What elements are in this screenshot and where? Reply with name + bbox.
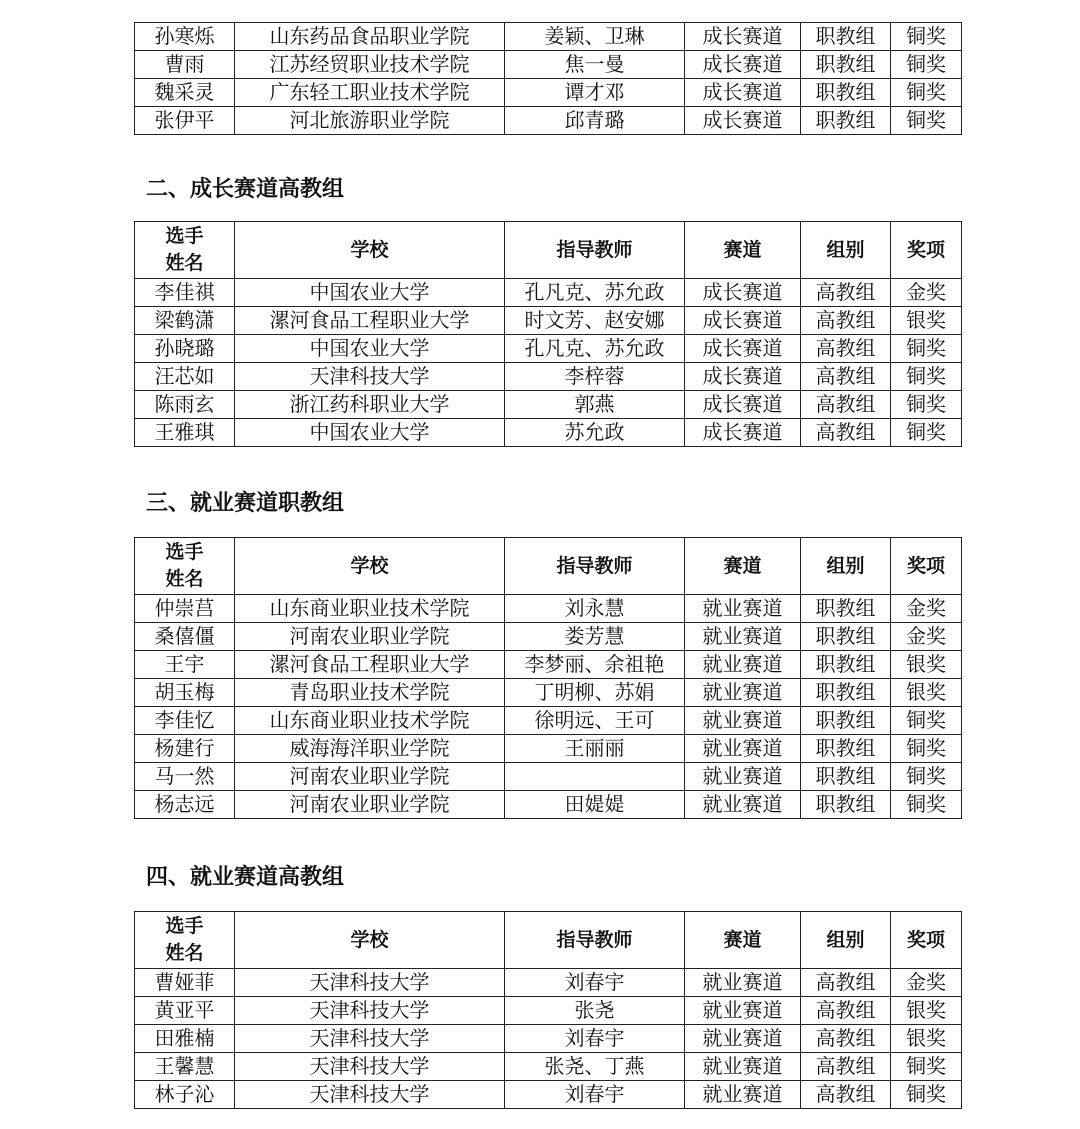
cell-track: 就业赛道 [685, 595, 801, 623]
award-table-employment-higher-ed [134, 911, 962, 1109]
table-row [135, 1053, 962, 1081]
cell-school: 广东轻工职业技术学院 [235, 79, 505, 107]
cell-name: 魏采灵 [135, 79, 235, 107]
cell-school: 天津科技大学 [235, 1081, 505, 1109]
cell-award: 铜奖 [891, 1081, 962, 1109]
cell-name: 仲崇莒 [135, 595, 235, 623]
cell-track: 就业赛道 [685, 791, 801, 819]
cell-track: 成长赛道 [685, 363, 801, 391]
cell-school: 中国农业大学 [235, 335, 505, 363]
cell-school: 江苏经贸职业技术学院 [235, 51, 505, 79]
table-row [135, 419, 962, 447]
cell-school: 中国农业大学 [235, 419, 505, 447]
cell-teacher: 田媞媞 [505, 791, 685, 819]
table-row [135, 707, 962, 735]
table-row [135, 307, 962, 335]
cell-teacher: 徐明远、王可 [505, 707, 685, 735]
cell-track: 成长赛道 [685, 107, 801, 135]
cell-name: 林子沁 [135, 1081, 235, 1109]
cell-group: 高教组 [801, 391, 891, 419]
cell-track: 就业赛道 [685, 1053, 801, 1081]
cell-track: 就业赛道 [685, 679, 801, 707]
cell-award: 铜奖 [891, 51, 962, 79]
cell-award: 铜奖 [891, 363, 962, 391]
header-name: 选手 姓名 [135, 538, 235, 595]
cell-school: 河南农业职业学院 [235, 623, 505, 651]
table-header-row [135, 538, 962, 595]
cell-group: 职教组 [801, 651, 891, 679]
cell-teacher: 刘春宇 [505, 969, 685, 997]
cell-name: 杨志远 [135, 791, 235, 819]
table-row [135, 279, 962, 307]
cell-name: 王雅琪 [135, 419, 235, 447]
cell-group: 高教组 [801, 969, 891, 997]
cell-name: 李佳忆 [135, 707, 235, 735]
cell-track: 就业赛道 [685, 969, 801, 997]
cell-track: 成长赛道 [685, 419, 801, 447]
table-row [135, 107, 962, 135]
cell-group: 职教组 [801, 735, 891, 763]
cell-group: 职教组 [801, 595, 891, 623]
header-group: 组别 [801, 538, 891, 595]
table-header-row [135, 222, 962, 279]
cell-group: 高教组 [801, 997, 891, 1025]
award-table-employment-vocational [134, 537, 962, 819]
table-row [135, 79, 962, 107]
cell-track: 就业赛道 [685, 707, 801, 735]
cell-teacher: 苏允政 [505, 419, 685, 447]
cell-award: 铜奖 [891, 419, 962, 447]
table-row [135, 595, 962, 623]
table-row [135, 391, 962, 419]
cell-award: 金奖 [891, 279, 962, 307]
cell-name: 胡玉梅 [135, 679, 235, 707]
cell-award: 银奖 [891, 997, 962, 1025]
cell-award: 金奖 [891, 623, 962, 651]
cell-school: 中国农业大学 [235, 279, 505, 307]
table-row [135, 1081, 962, 1109]
cell-school: 天津科技大学 [235, 1053, 505, 1081]
cell-group: 职教组 [801, 51, 891, 79]
cell-name: 马一然 [135, 763, 235, 791]
cell-award: 铜奖 [891, 791, 962, 819]
cell-award: 铜奖 [891, 335, 962, 363]
cell-award: 铜奖 [891, 23, 962, 51]
cell-teacher: 孔凡克、苏允政 [505, 335, 685, 363]
cell-track: 成长赛道 [685, 335, 801, 363]
cell-track: 成长赛道 [685, 307, 801, 335]
header-teacher: 指导教师 [505, 912, 685, 969]
cell-school: 天津科技大学 [235, 1025, 505, 1053]
table-body [135, 23, 962, 135]
cell-teacher: 郭燕 [505, 391, 685, 419]
cell-name: 李佳祺 [135, 279, 235, 307]
table-row [135, 651, 962, 679]
cell-award: 银奖 [891, 651, 962, 679]
section-title-employment-higher-ed: 四、就业赛道高教组 [146, 865, 345, 890]
cell-group: 高教组 [801, 335, 891, 363]
cell-name: 田雅楠 [135, 1025, 235, 1053]
table-row [135, 23, 962, 51]
table-row [135, 1025, 962, 1053]
cell-group: 职教组 [801, 23, 891, 51]
table-row [135, 763, 962, 791]
cell-track: 成长赛道 [685, 23, 801, 51]
cell-group: 职教组 [801, 623, 891, 651]
cell-track: 就业赛道 [685, 623, 801, 651]
cell-track: 成长赛道 [685, 391, 801, 419]
table-row [135, 997, 962, 1025]
cell-teacher: 李梦丽、余祖艳 [505, 651, 685, 679]
cell-name: 王宇 [135, 651, 235, 679]
cell-award: 金奖 [891, 969, 962, 997]
table-row [135, 735, 962, 763]
cell-track: 就业赛道 [685, 735, 801, 763]
cell-name: 王馨慧 [135, 1053, 235, 1081]
header-name: 选手 姓名 [135, 222, 235, 279]
cell-award: 铜奖 [891, 735, 962, 763]
header-school: 学校 [235, 538, 505, 595]
cell-group: 职教组 [801, 763, 891, 791]
section-title-employment-vocational: 三、就业赛道职教组 [146, 491, 345, 516]
cell-award: 银奖 [891, 307, 962, 335]
cell-teacher: 时文芳、赵安娜 [505, 307, 685, 335]
cell-name: 曹娅菲 [135, 969, 235, 997]
cell-track: 成长赛道 [685, 51, 801, 79]
cell-teacher: 张尧、丁燕 [505, 1053, 685, 1081]
cell-teacher: 张尧 [505, 997, 685, 1025]
table-row [135, 51, 962, 79]
cell-group: 职教组 [801, 679, 891, 707]
table-body [135, 969, 962, 1109]
header-track: 赛道 [685, 538, 801, 595]
cell-school: 山东药品食品职业学院 [235, 23, 505, 51]
header-award: 奖项 [891, 538, 962, 595]
cell-school: 浙江药科职业大学 [235, 391, 505, 419]
cell-award: 铜奖 [891, 763, 962, 791]
cell-name: 陈雨玄 [135, 391, 235, 419]
cell-name: 孙晓璐 [135, 335, 235, 363]
header-award: 奖项 [891, 222, 962, 279]
cell-group: 高教组 [801, 307, 891, 335]
table-body [135, 595, 962, 819]
table-row [135, 363, 962, 391]
award-table-continued [134, 22, 962, 135]
header-award: 奖项 [891, 912, 962, 969]
table-body [135, 279, 962, 447]
cell-school: 青岛职业技术学院 [235, 679, 505, 707]
cell-award: 银奖 [891, 679, 962, 707]
cell-group: 职教组 [801, 791, 891, 819]
cell-school: 漯河食品工程职业大学 [235, 307, 505, 335]
cell-school: 山东商业职业技术学院 [235, 595, 505, 623]
cell-teacher: 娄芳慧 [505, 623, 685, 651]
cell-name: 曹雨 [135, 51, 235, 79]
table-row [135, 679, 962, 707]
cell-group: 高教组 [801, 1081, 891, 1109]
cell-school: 天津科技大学 [235, 363, 505, 391]
header-track: 赛道 [685, 912, 801, 969]
cell-track: 成长赛道 [685, 279, 801, 307]
cell-name: 桑僖僵 [135, 623, 235, 651]
table-row [135, 969, 962, 997]
cell-award: 铜奖 [891, 391, 962, 419]
cell-school: 天津科技大学 [235, 997, 505, 1025]
cell-school: 河南农业职业学院 [235, 791, 505, 819]
cell-teacher: 刘永慧 [505, 595, 685, 623]
cell-name: 孙寒烁 [135, 23, 235, 51]
cell-teacher: 王丽丽 [505, 735, 685, 763]
cell-name: 张伊平 [135, 107, 235, 135]
cell-group: 职教组 [801, 707, 891, 735]
cell-award: 铜奖 [891, 79, 962, 107]
header-school: 学校 [235, 912, 505, 969]
cell-teacher: 刘春宇 [505, 1025, 685, 1053]
cell-group: 高教组 [801, 1053, 891, 1081]
cell-teacher: 姜颖、卫琳 [505, 23, 685, 51]
header-name: 选手 姓名 [135, 912, 235, 969]
table-row [135, 335, 962, 363]
cell-teacher [505, 763, 685, 791]
cell-track: 就业赛道 [685, 651, 801, 679]
cell-school: 漯河食品工程职业大学 [235, 651, 505, 679]
cell-group: 高教组 [801, 1025, 891, 1053]
cell-teacher: 刘春宇 [505, 1081, 685, 1109]
header-teacher: 指导教师 [505, 222, 685, 279]
header-school: 学校 [235, 222, 505, 279]
cell-award: 铜奖 [891, 707, 962, 735]
cell-track: 就业赛道 [685, 1025, 801, 1053]
cell-award: 铜奖 [891, 1053, 962, 1081]
section-title-growth-higher-ed: 二、成长赛道高教组 [146, 177, 345, 202]
cell-group: 高教组 [801, 419, 891, 447]
cell-group: 高教组 [801, 279, 891, 307]
table-header-row [135, 912, 962, 969]
cell-school: 天津科技大学 [235, 969, 505, 997]
cell-track: 就业赛道 [685, 997, 801, 1025]
cell-teacher: 孔凡克、苏允政 [505, 279, 685, 307]
cell-award: 银奖 [891, 1025, 962, 1053]
cell-group: 职教组 [801, 79, 891, 107]
cell-teacher: 丁明柳、苏娟 [505, 679, 685, 707]
cell-group: 职教组 [801, 107, 891, 135]
cell-teacher: 谭才邓 [505, 79, 685, 107]
cell-school: 河北旅游职业学院 [235, 107, 505, 135]
header-track: 赛道 [685, 222, 801, 279]
cell-school: 威海海洋职业学院 [235, 735, 505, 763]
cell-name: 汪芯如 [135, 363, 235, 391]
table-row [135, 791, 962, 819]
cell-teacher: 邱青璐 [505, 107, 685, 135]
cell-school: 山东商业职业技术学院 [235, 707, 505, 735]
cell-teacher: 焦一曼 [505, 51, 685, 79]
cell-name: 黄亚平 [135, 997, 235, 1025]
cell-teacher: 李梓蓉 [505, 363, 685, 391]
award-table-growth-higher-ed [134, 221, 962, 447]
header-group: 组别 [801, 222, 891, 279]
cell-school: 河南农业职业学院 [235, 763, 505, 791]
cell-track: 成长赛道 [685, 79, 801, 107]
cell-name: 梁鹤潇 [135, 307, 235, 335]
cell-award: 金奖 [891, 595, 962, 623]
header-group: 组别 [801, 912, 891, 969]
cell-track: 就业赛道 [685, 763, 801, 791]
cell-name: 杨建行 [135, 735, 235, 763]
header-teacher: 指导教师 [505, 538, 685, 595]
table-row [135, 623, 962, 651]
cell-award: 铜奖 [891, 107, 962, 135]
cell-group: 高教组 [801, 363, 891, 391]
cell-track: 就业赛道 [685, 1081, 801, 1109]
